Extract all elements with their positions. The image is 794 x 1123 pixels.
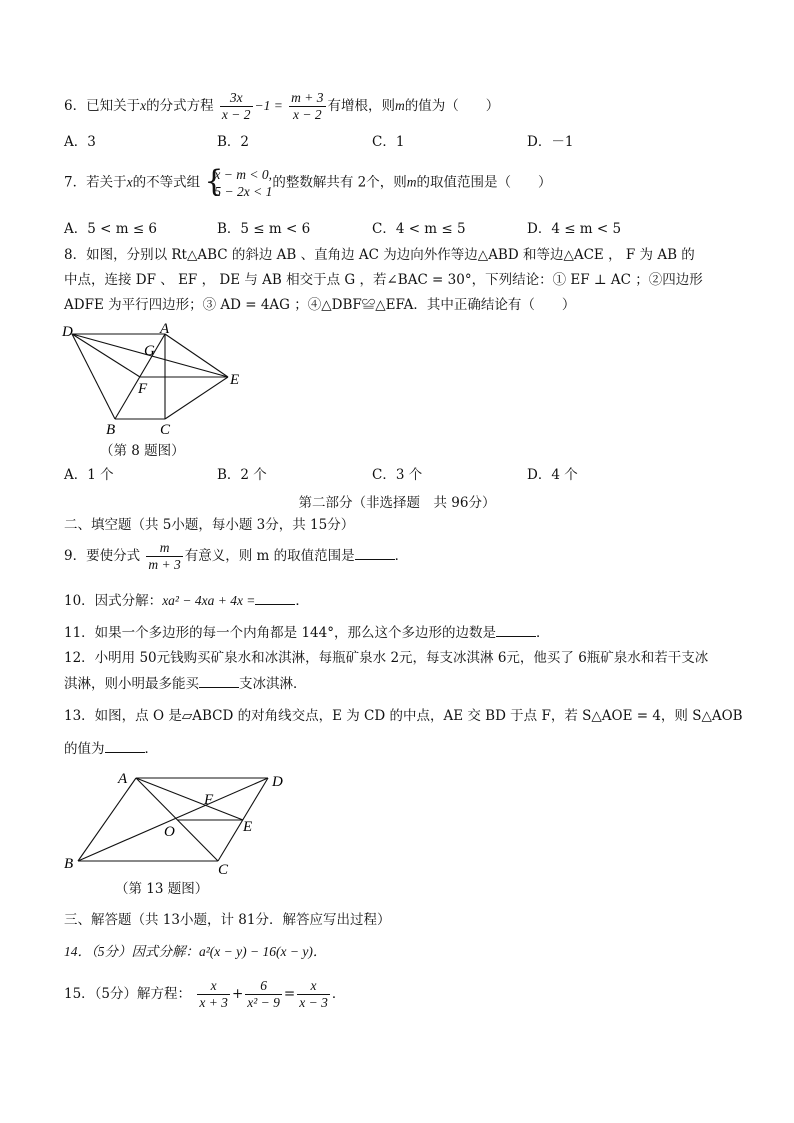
q15-fraction-2: $\frac{6}{\text{x² − 9}}$ [247, 978, 280, 1010]
q8-option-c: C．3 个 [372, 467, 423, 483]
q8-label-B: B [106, 422, 116, 438]
q10-stem: 10．因式分解：xa² − 4xa + 4x = ． [64, 593, 309, 609]
section-2-heading: 二、填空题（共 5小题，每小题 3分，共 15分） [64, 517, 355, 533]
q8-seg-AE [165, 334, 228, 377]
q15-stem: 15．（5分）解方程： $\frac{x}{x + 3}$ + $\frac{6}{\text{x² − 9}}$ = $\frac{x}{x - 3}$ ． [64, 978, 346, 1010]
q8-option-d: D．4 个 [527, 467, 578, 483]
q8-seg-DB [72, 334, 115, 419]
q6-fraction-1: $\frac{3x}{x - 2}$ [221, 90, 251, 122]
section-3-heading: 三、解答题（共 13小题，计 81分．解答应写出过程） [64, 912, 391, 928]
q13-figure [60, 768, 300, 878]
q8-seg-CE [165, 377, 228, 419]
q6-option-d: D．－1 [527, 134, 574, 150]
q13-label-B: B [64, 856, 74, 872]
q13-line-1: 13．如图，点 O 是▱ABCD 的对角线交点，E 为 CD 的中点，AE 交 BD 于点 F，若 S△AOE = 4，则 S△AOB [64, 708, 743, 724]
q6-option-a: A．3 [64, 134, 96, 150]
q8-option-a: A．1 个 [64, 467, 114, 483]
q13-line-2: 的值为 ． [64, 741, 158, 757]
q11-stem: 11．如果一个多边形的每一个内角都是 144°，那么这个多边形的边数是 ． [64, 625, 550, 641]
q10-answer-blank[interactable] [255, 592, 295, 605]
q7-option-a: A．5 < m ≤ 6 [64, 221, 158, 237]
q7-option-d: D．4 ≤ m < 5 [527, 221, 622, 237]
q8-label-D: D [62, 324, 73, 340]
q8-label-G: G [144, 343, 155, 359]
q6-option-b: B．2 [217, 134, 250, 150]
q12-line-2: 淇淋，则小明最多能买 支冰淇淋． [64, 676, 307, 692]
q8-label-C: C [160, 422, 171, 438]
q7-option-b: B．5 ≤ m < 6 [217, 221, 311, 237]
q8-label-E: E [230, 372, 240, 388]
q12-line-1: 12．小明用 50元钱购买矿泉水和冰淇淋，每瓶矿泉水 2元，每支冰淇淋 6元，他买了 6瓶矿泉水和若干支冰 [64, 650, 709, 666]
q8-seg-DF [72, 334, 140, 377]
q13-label-E: E [243, 819, 253, 835]
q9-stem: 9．要使分式 $\frac{m}{m + 3}$ 有意义，则 m 的取值范围是 ． [64, 540, 409, 572]
q13-label-A: A [118, 771, 128, 787]
q8-figure-caption: （第 8 题图） [100, 443, 185, 459]
q6-stem: 6．已知关于x的分式方程 $\frac{3x}{x - 2}$ −1 = $\frac{m + 3}{x - 2}$ 有增根，则m的值为（ ） [64, 90, 500, 122]
q8-label-A: A [160, 322, 170, 337]
q6-prefix: 6．已知关于 [64, 98, 141, 114]
q13-figure-caption: （第 13 题图） [115, 881, 209, 897]
q15-fraction-3: $\frac{x}{x - 3}$ [299, 978, 328, 1010]
q8-line-1: 8．如图，分别以 Rt△ABC 的斜边 AB 、直角边 AC 为边向外作等边△ABD 和等边△ACE ， F 为 AB 的 [64, 247, 695, 263]
q13-label-O: O [164, 824, 175, 840]
q14-stem: 14．（5分）因式分解：a²(x − y) − 16(x − y)． [64, 944, 327, 959]
q9-answer-blank[interactable] [355, 547, 395, 560]
q8-label-F: F [138, 381, 148, 397]
q11-answer-blank[interactable] [496, 624, 536, 637]
q8-line-2: 中点，连接 DF 、 EF ， DE 与 AB 相交于点 G ，若∠BAC = 30°，下列结论：① EF ⊥ AC ；②四边形 [64, 272, 703, 288]
q6-fraction-2: $\frac{m + 3}{x - 2}$ [291, 90, 324, 122]
q13-label-D: D [272, 774, 283, 790]
q13-seg-AE [136, 778, 243, 820]
q13-answer-blank[interactable] [105, 740, 145, 753]
q9-fraction: $\frac{m}{m + 3}$ [148, 540, 181, 572]
q7-stem: 7．若关于x的不等式组 { x − m < 0, 5 − 2x < 1 的整数解共有 2个，则m的取值范围是（ ） [64, 164, 552, 199]
q8-figure [60, 322, 260, 440]
q8-option-b: B．2 个 [217, 467, 267, 483]
q8-line-3: ADFE 为平行四边形；③ AD = 4AG ；④△DBF≌△EFA．其中正确结论有（ ） [64, 297, 576, 313]
part2-heading: 第二部分（非选择题 共 96分） [298, 495, 496, 511]
q7-option-c: C．4 < m ≤ 5 [372, 221, 466, 237]
q7-inequality-system: { x − m < 0, 5 − 2x < 1 [204, 164, 273, 199]
q13-label-F: F [204, 792, 214, 808]
q15-fraction-1: $\frac{x}{x + 3}$ [199, 978, 228, 1010]
q6-option-c: C．1 [372, 134, 405, 150]
q13-label-C: C [218, 862, 229, 878]
q12-answer-blank[interactable] [199, 675, 239, 688]
